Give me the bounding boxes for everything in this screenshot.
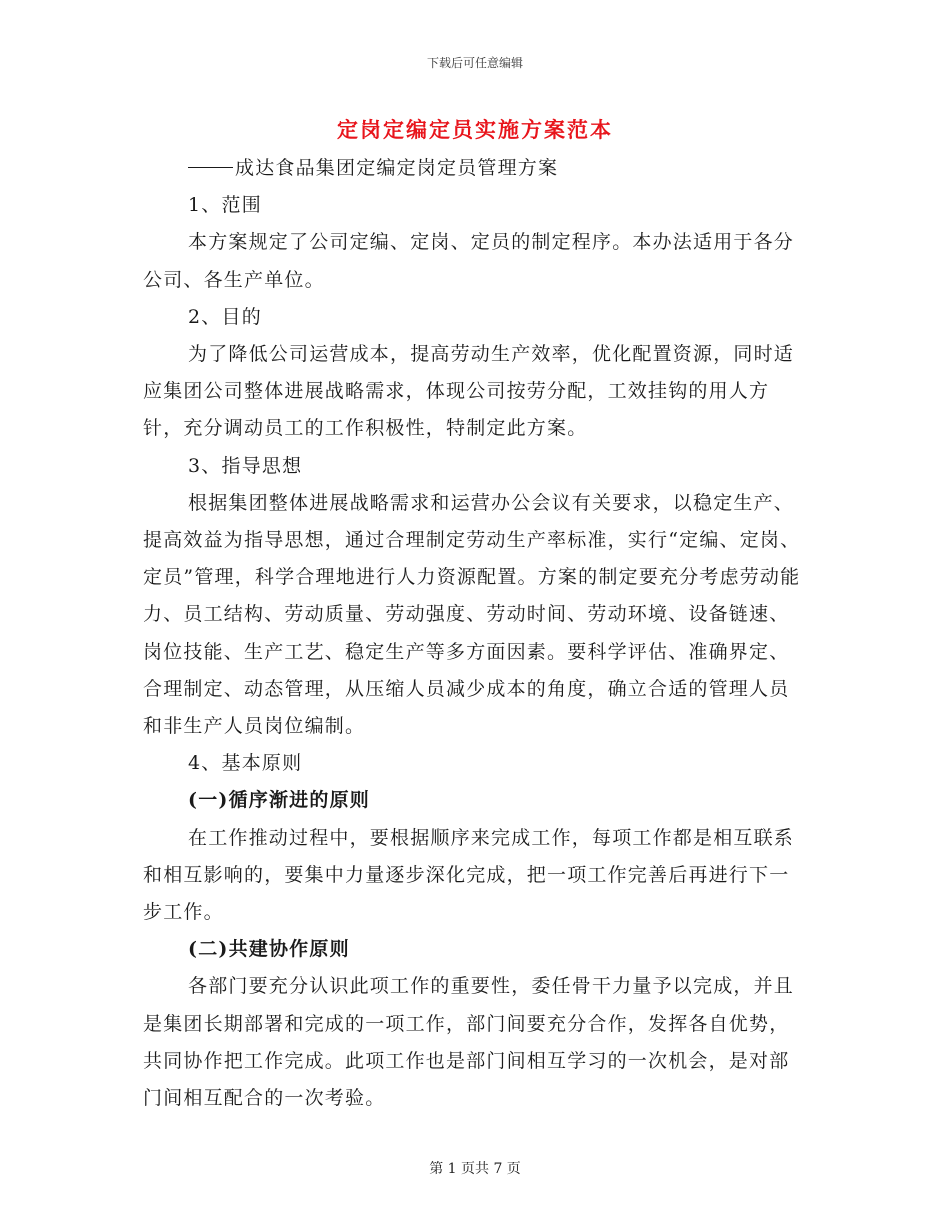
header-note: 下载后可任意编辑 [426,56,523,70]
section-paragraph: 根据集团整体进展战略需求和运营办公会议有关要求，以稳定生产、提高效益为指导思想，通过合理制定劳动生产率标准，实行“定编、定岗、定员”管理，科学合理地进行人力资源配置。方案的制定要充分考虑劳动能力、员工结构、劳动质量、劳动强度、劳动时间、劳动环境、设备链速、岗位技能、生产工艺、稳定生产等多方面因素。要科学评估、准确界定、合理制定、动态管理，从压缩人员减少成本的角度，确立合适的管理人员和非生产人员岗位编制。 [143,491,801,738]
principle-paragraph: 在工作推动过程中，要根据顺序来完成工作，每项工作都是相互联系和相互影响的，要集中力量逐步深化完成，把一项工作完善后再进行下一步工作。 [143,826,795,924]
section-heading: 3、指导思想 [188,454,303,477]
subtitle-line [143,150,803,187]
principle-paragraph: 各部门要充分认识此项工作的重要性，委任骨干力量予以完成，并且是集团长期部署和完成的一项工作，部门间要充分合作，发挥各自优势，共同协作把工作完成。此项工作也是部门间相互学习的一次机会，是对部门间相互配合的一次考验。 [143,975,795,1110]
section-heading: 1、范围 [188,194,262,217]
document-body [143,150,803,1117]
blank-underline [188,166,233,168]
section-paragraph: 为了降低公司运营成本，提高劳动生产效率，优化配置资源，同时适应集团公司整体进展战略需求，体现公司按劳分配，工效挂钩的用人方针，充分调动员工的工作积极性，特制定此方案。 [143,343,795,440]
section-paragraph: 本方案规定了公司定编、定岗、定员的制定程序。本办法适用于各分公司、各生产单位。 [143,231,795,291]
principle-heading: (二)共建协作原则 [188,938,350,961]
subtitle: 成达食品集团定编定岗定员管理方案 [235,157,559,179]
document-title: 定岗定编定员实施方案范本 [337,117,613,142]
principle-heading: (一)循序渐进的原则 [188,789,370,812]
section-heading: 4、基本原则 [188,752,303,775]
page-footer: 第 1 页共 7 页 [429,1161,521,1177]
section-heading: 2、目的 [188,305,262,328]
